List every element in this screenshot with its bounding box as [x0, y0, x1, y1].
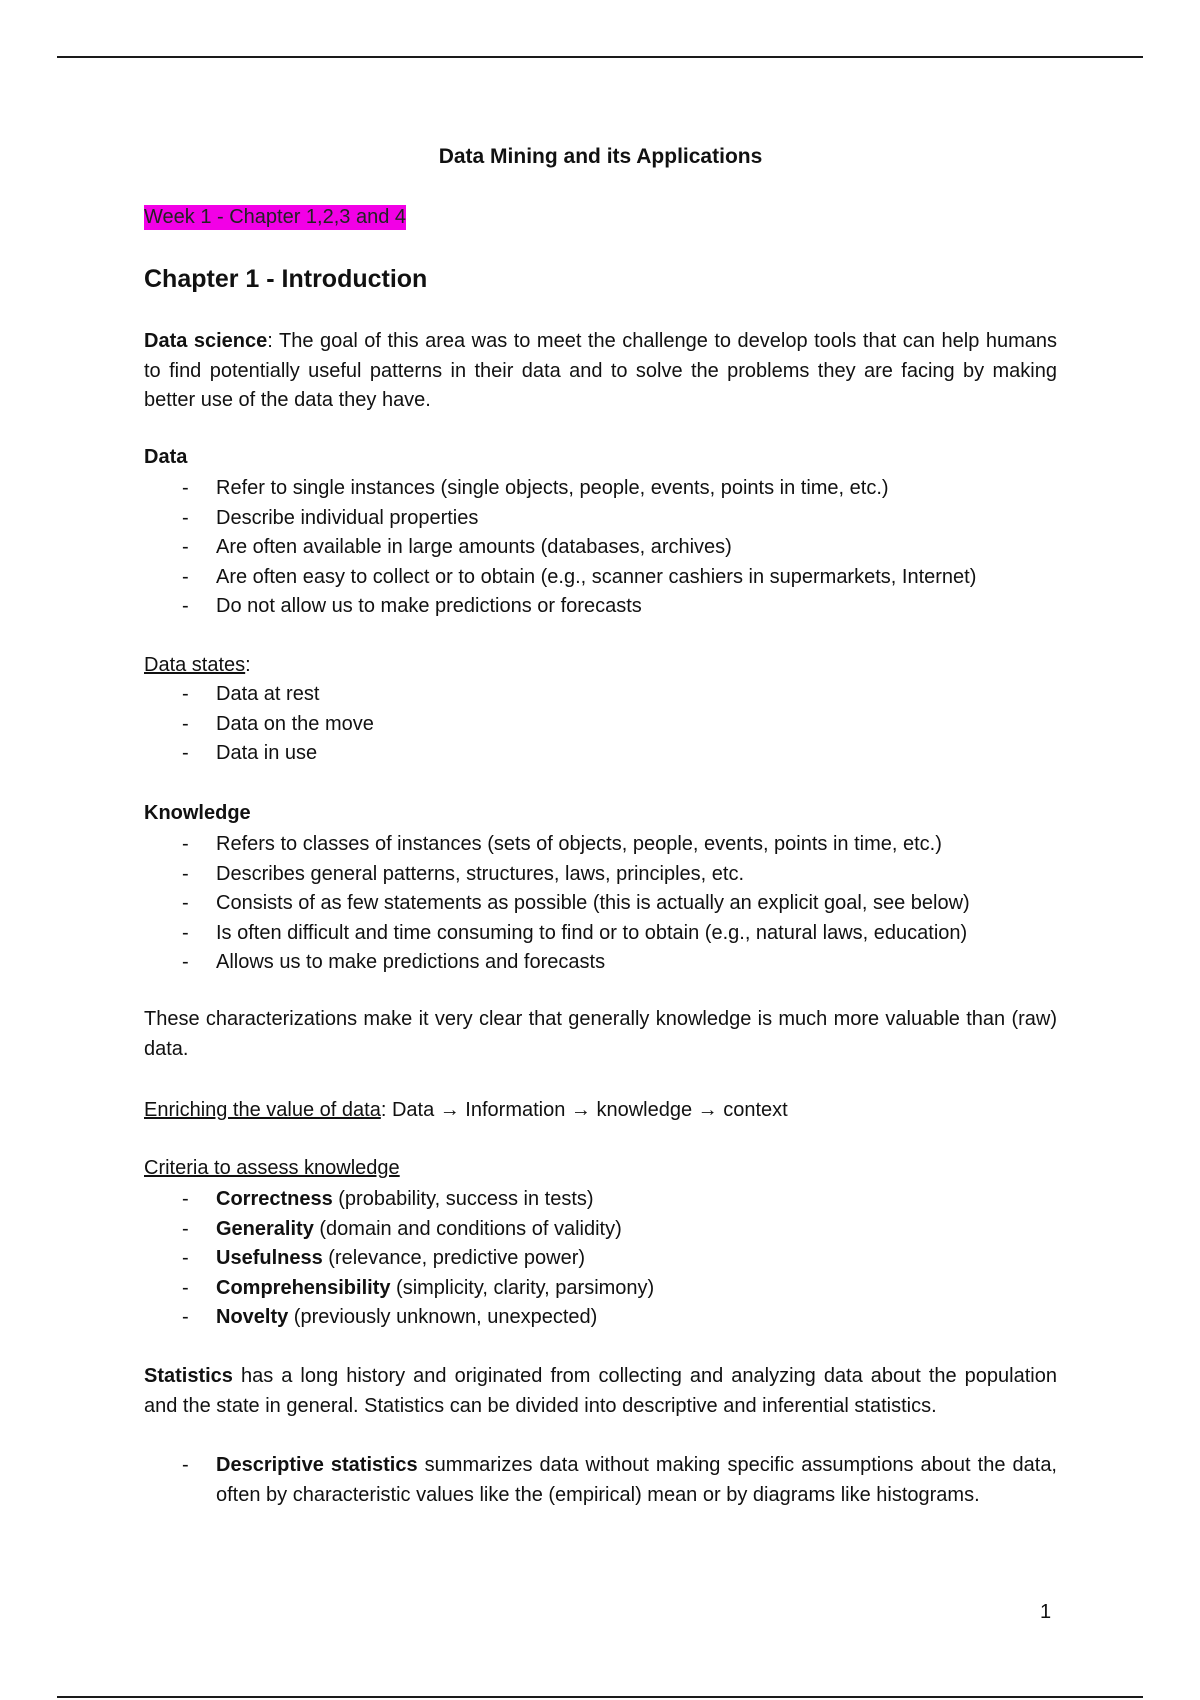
week-highlight-label: Week 1 - Chapter 1,2,3 and 4 [144, 206, 407, 228]
data-states-label: Data states [144, 654, 246, 676]
list-item [144, 1244, 1057, 1274]
data-science-term: Data science [144, 330, 268, 352]
criteria-desc: (previously unknown, unexpected) [288, 1306, 598, 1328]
criteria-heading [144, 1157, 400, 1180]
knowledge-list [144, 830, 1057, 978]
descriptive-list [144, 1451, 1057, 1510]
list-item: - Are often available in large amounts (databases, archives) [144, 533, 1057, 563]
list-item [144, 1451, 1057, 1510]
statistics-term: Statistics [144, 1365, 233, 1387]
top-rule [57, 56, 1143, 58]
data-states-heading [144, 654, 251, 677]
data-list [144, 474, 1057, 622]
list-item [144, 1215, 1057, 1245]
chapter-heading: Chapter 1 - Introduction [144, 265, 428, 293]
page-number: 1 [1040, 1601, 1052, 1623]
criteria-desc: (simplicity, clarity, parsimony) [390, 1276, 655, 1299]
criteria-term: Correctness [216, 1188, 333, 1210]
data-heading: Data [144, 446, 188, 468]
criteria-label: Criteria to assess knowledge [144, 1157, 400, 1179]
list-item [144, 1303, 1057, 1333]
document-title: Data Mining and its Applications [438, 145, 763, 168]
data-states-colon: : [245, 654, 251, 676]
list-item: - Describes general patterns, structures, laws, principles, etc. [144, 860, 1057, 890]
statistics-text: has a long history and originated from collecting and analyzing data about the population and the state in general. Statistics can be divided into descriptive and inferential statistics. [144, 1365, 1057, 1417]
list-item [144, 1274, 1057, 1304]
criteria-list [144, 1185, 1057, 1333]
descriptive-text: summarizes data without making specific assumptions about the data, often by characteristic values like the (empirical) mean or by diagrams like histograms. [216, 1454, 1057, 1506]
criteria-term: Comprehensibility [216, 1276, 391, 1299]
criteria-term: Novelty [216, 1306, 289, 1328]
knowledge-heading: Knowledge [144, 802, 251, 824]
data-science-paragraph [144, 327, 1057, 416]
statistics-paragraph [144, 1362, 1057, 1421]
criteria-desc: (probability, success in tests) [332, 1188, 594, 1210]
list-item: - Refer to single instances (single objects, people, events, points in time, etc.) [144, 474, 1057, 504]
descriptive-term: Descriptive statistics [216, 1454, 418, 1476]
list-item [144, 1185, 1057, 1215]
list-item: - Data on the move [144, 710, 1057, 740]
criteria-term: Usefulness [216, 1247, 323, 1269]
data-science-text: : The goal of this area was to meet the challenge to develop tools that can help humans to find potentially useful patterns in their data and to solve the problems they are facing by making better use of the data they have. [144, 330, 1057, 411]
criteria-desc: (domain and conditions of validity) [313, 1217, 622, 1240]
list-item: - Do not allow us to make predictions or forecasts [144, 592, 1057, 622]
enriching-line [144, 1096, 1057, 1126]
enriching-text: : Data → Information → knowledge → context [380, 1099, 788, 1121]
list-item: - Is often difficult and time consuming to find or to obtain (e.g., natural laws, education) [144, 919, 1057, 949]
bottom-rule [57, 1696, 1143, 1698]
list-item: - Data at rest [144, 680, 1057, 710]
characterizations-paragraph: These characterizations make it very clear that generally knowledge is much more valuable than (raw) data. [144, 1008, 1057, 1060]
data-states-list [144, 680, 1057, 769]
list-item: - Allows us to make predictions and forecasts [144, 948, 1057, 978]
list-item: - Describe individual properties [144, 504, 1057, 534]
list-item: - Are often easy to collect or to obtain (e.g., scanner cashiers in supermarkets, Internet) [144, 563, 1057, 593]
criteria-desc: (relevance, predictive power) [322, 1247, 586, 1269]
list-item: - Consists of as few statements as possible (this is actually an explicit goal, see below) [144, 889, 1057, 919]
criteria-term: Generality [216, 1217, 314, 1240]
list-item: - Data in use [144, 739, 1057, 769]
enriching-label: Enriching the value of data [144, 1099, 381, 1121]
list-item: - Refers to classes of instances (sets of objects, people, events, points in time, etc.) [144, 830, 1057, 860]
